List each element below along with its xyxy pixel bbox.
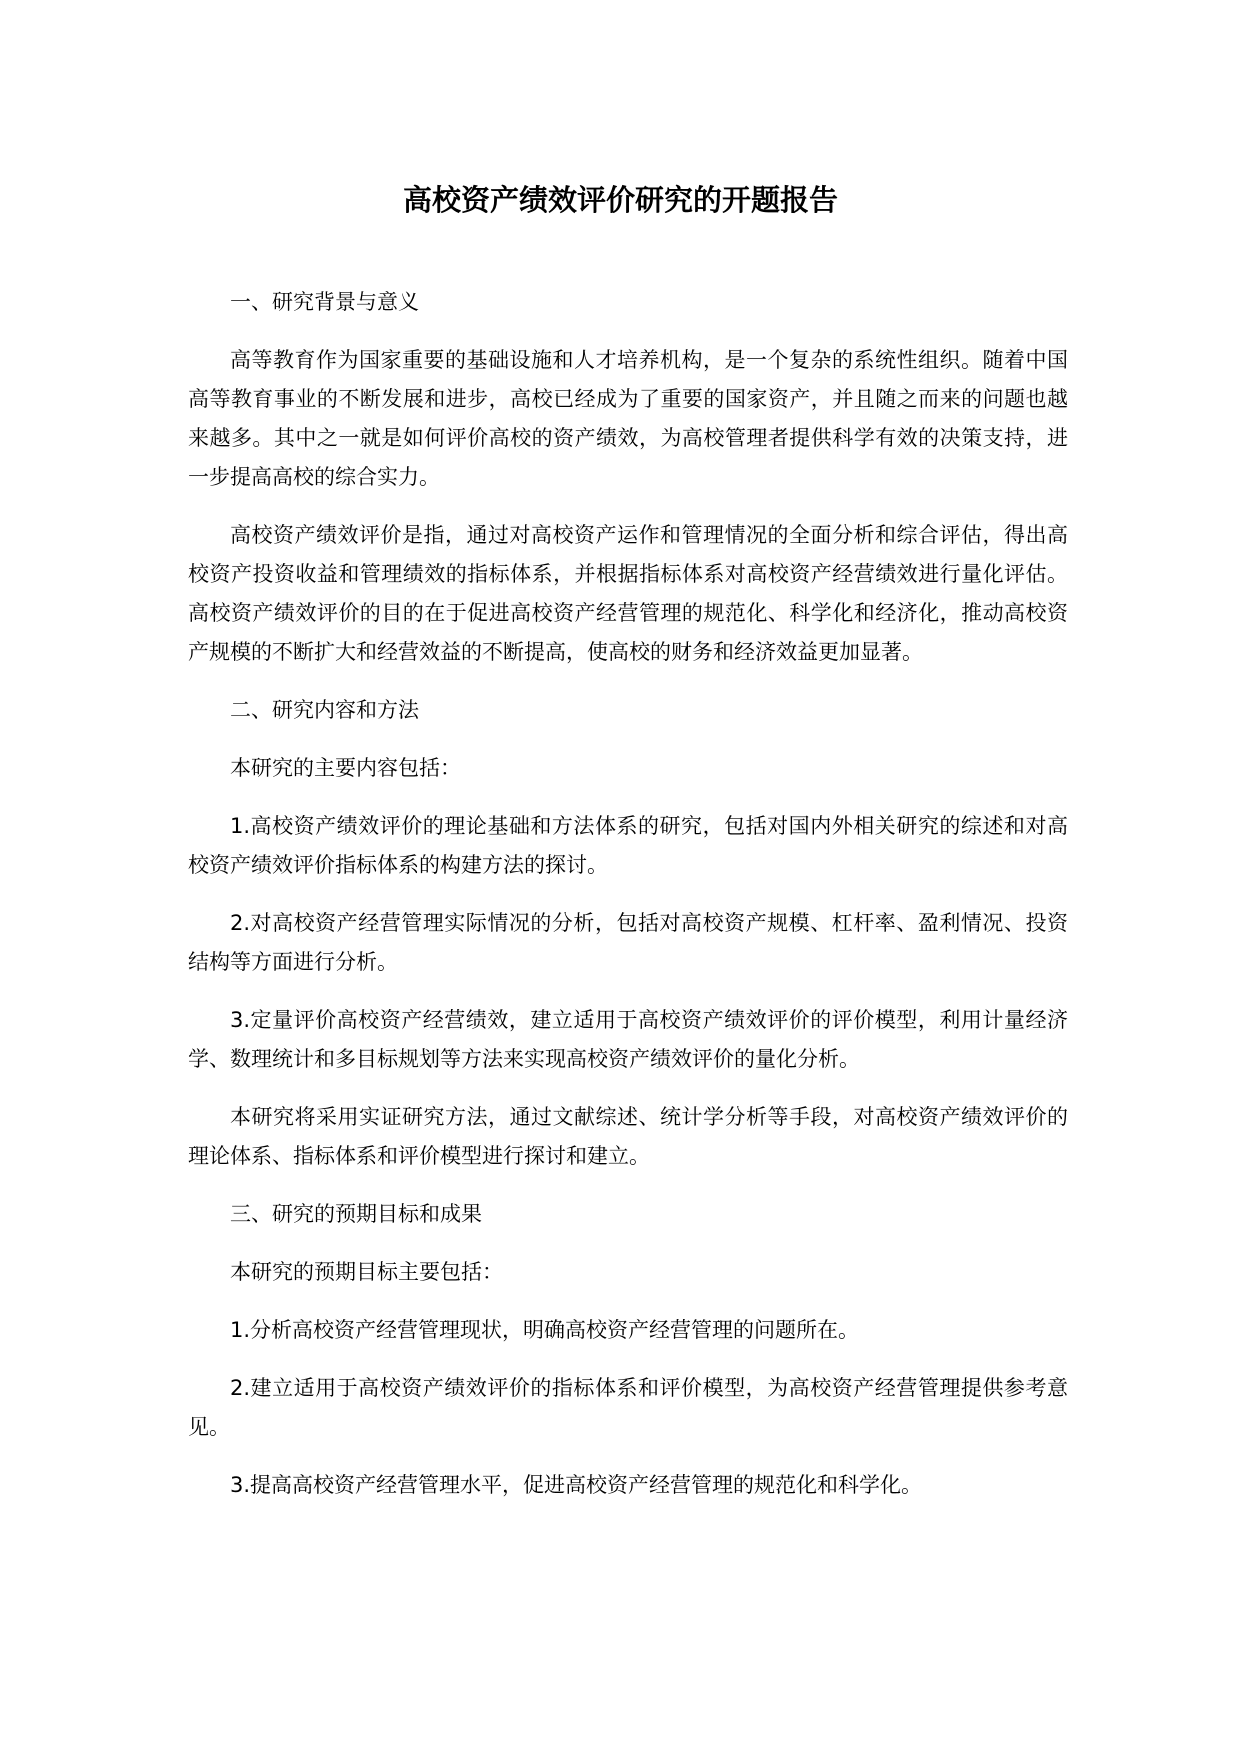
paragraph-methods: 本研究将采用实证研究方法，通过文献综述、统计学分析等手段，对高校资产绩效评价的理论体系、指标体系和评价模型进行探讨和建立。 — [188, 1105, 1068, 1168]
document-title: 高校资产绩效评价研究的开题报告 — [402, 183, 838, 217]
paragraph-background-2: 高校资产绩效评价是指，通过对高校资产运作和管理情况的全面分析和综合评估，得出高校资产投资收益和管理绩效的指标体系，并根据指标体系对高校资产经营绩效进行量化评估。高校资产绩效评价的目的在于促进高校资产经营管理的规范化、科学化和经济化，推动高校资产规模的不断扩大和经营效益的不断提高，使高校的财务和经济效益更加显著。 — [188, 523, 1068, 664]
section-heading-content-methods: 二、研究内容和方法 — [230, 698, 419, 722]
paragraph-background-1: 高等教育作为国家重要的基础设施和人才培养机构，是一个复杂的系统性组织。随着中国高等教育事业的不断发展和进步，高校已经成为了重要的国家资产，并且随之而来的问题也越来越多。其中之一就是如何评价高校的资产绩效，为高校管理者提供科学有效的决策支持，进一步提高高校的综合实力。 — [188, 348, 1068, 489]
list-item-goal-2: 2.建立适用于高校资产绩效评价的指标体系和评价模型，为高校资产经营管理提供参考意见。 — [188, 1376, 1068, 1439]
section-heading-background: 一、研究背景与意义 — [230, 290, 419, 314]
paragraph-goals-intro: 本研究的预期目标主要包括： — [230, 1260, 503, 1284]
list-item-goal-1: 1.分析高校资产经营管理现状，明确高校资产经营管理的问题所在。 — [230, 1318, 860, 1342]
section-heading-goals: 三、研究的预期目标和成果 — [230, 1202, 482, 1226]
list-item-content-1: 1.高校资产绩效评价的理论基础和方法体系的研究，包括对国内外相关研究的综述和对高校资产绩效评价指标体系的构建方法的探讨。 — [188, 814, 1068, 877]
document-body — [188, 283, 1068, 1524]
paragraph-content-intro: 本研究的主要内容包括： — [230, 756, 461, 780]
list-item-goal-3: 3.提高高校资产经营管理水平，促进高校资产经营管理的规范化和科学化。 — [230, 1473, 923, 1497]
list-item-content-2: 2.对高校资产经营管理实际情况的分析，包括对高校资产规模、杠杆率、盈利情况、投资结构等方面进行分析。 — [188, 911, 1068, 974]
list-item-content-3: 3.定量评价高校资产经营绩效，建立适用于高校资产绩效评价的评价模型，利用计量经济学、数理统计和多目标规划等方法来实现高校资产绩效评价的量化分析。 — [188, 1008, 1068, 1071]
